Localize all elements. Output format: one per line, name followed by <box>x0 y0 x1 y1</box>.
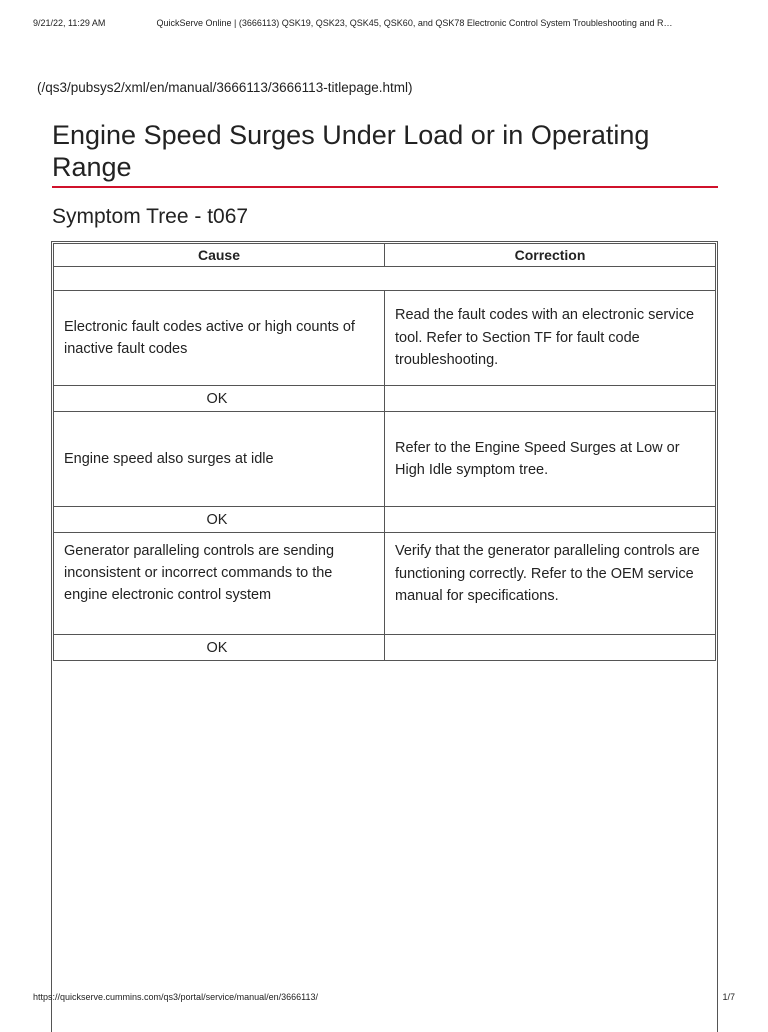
ok-empty-cell <box>385 386 716 412</box>
ok-row <box>54 507 716 533</box>
correction-header: Correction <box>385 244 716 267</box>
cause-cell: Generator paralleling controls are sending inconsistent or incorrect commands to the engine electronic control system <box>54 533 385 635</box>
titlepage-link[interactable]: (/qs3/pubsys2/xml/en/manual/3666113/3666113-titlepage.html) <box>37 80 413 95</box>
title-underline <box>52 186 718 188</box>
correction-cell: Verify that the generator paralleling controls are functioning correctly. Refer to the OEM service manual for specifications. <box>385 533 716 635</box>
cause-cell: Electronic fault codes active or high counts of inactive fault codes <box>54 291 385 386</box>
ok-result: OK <box>54 635 385 661</box>
print-footer-url: https://quickserve.cummins.com/qs3/portal/service/manual/en/3666113/ <box>33 992 318 1002</box>
symptom-tree-table <box>53 243 716 661</box>
table-row <box>54 533 716 635</box>
symptom-tree-subtitle: Symptom Tree - t067 <box>52 205 249 228</box>
ok-row <box>54 635 716 661</box>
ok-empty-cell <box>385 635 716 661</box>
ok-result: OK <box>54 507 385 533</box>
print-footer <box>33 992 735 1002</box>
table-row <box>54 291 716 386</box>
table-header-row <box>54 244 716 267</box>
print-header <box>33 18 748 28</box>
correction-cell: Refer to the Engine Speed Surges at Low or High Idle symptom tree. <box>385 412 716 507</box>
spacer-row <box>54 267 716 291</box>
print-datetime: 9/21/22, 11:29 AM <box>33 18 106 28</box>
cause-cell: Engine speed also surges at idle <box>54 412 385 507</box>
page-number: 1/7 <box>722 992 735 1002</box>
cause-header: Cause <box>54 244 385 267</box>
page-title: Engine Speed Surges Under Load or in Operating Range <box>52 120 650 182</box>
correction-cell: Read the fault codes with an electronic service tool. Refer to Section TF for fault code troubleshooting. <box>385 291 716 386</box>
table-row <box>54 412 716 507</box>
print-page-title: QuickServe Online | (3666113) QSK19, QSK23, QSK45, QSK60, and QSK78 Electronic Control System Troubleshooting and R… <box>156 18 673 28</box>
ok-result: OK <box>54 386 385 412</box>
ok-empty-cell <box>385 507 716 533</box>
ok-row <box>54 386 716 412</box>
